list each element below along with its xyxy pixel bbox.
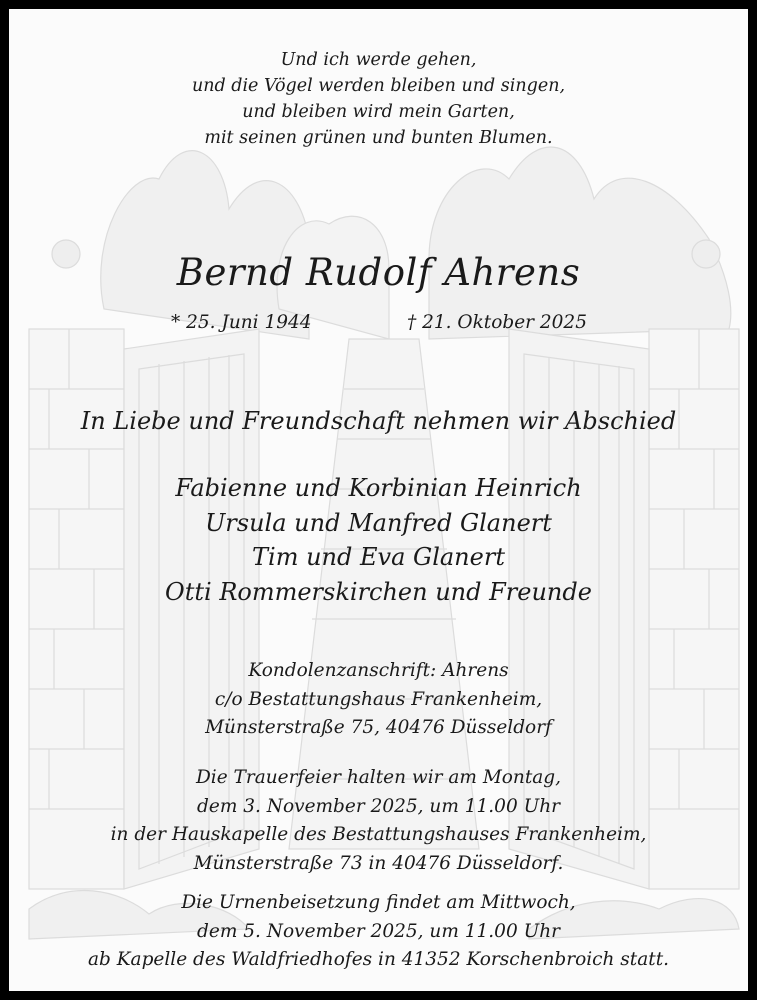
mourner-entry: Fabienne und Korbinian Heinrich — [175, 474, 582, 502]
mourners-list — [9, 471, 748, 609]
address-line: c/o Bestattungshaus Frankenheim, — [214, 688, 543, 710]
urn-burial-info — [9, 889, 748, 975]
mourner-entry: Otti Rommerskirchen und Freunde — [165, 577, 592, 606]
obituary-content — [9, 9, 748, 991]
poem-verse — [9, 47, 748, 151]
funeral-line: Die Trauerfeier halten wir am Montag, — [195, 767, 562, 788]
funeral-service-info — [9, 764, 748, 878]
birth-date: * 25. Juni 1944 — [171, 312, 312, 333]
verse-line: Und ich werde gehen, — [280, 50, 477, 70]
funeral-line: Münsterstraße 73 in 40476 Düsseldorf. — [193, 852, 564, 874]
burial-line: Die Urnenbeisetzung findet am Mittwoch, — [181, 892, 576, 913]
verse-line: mit seinen grünen und bunten Blumen. — [204, 128, 553, 148]
burial-line: ab Kapelle des Waldfriedhofes in 41352 Korschenbroich statt. — [87, 949, 670, 970]
mourner-entry: Tim und Eva Glanert — [252, 543, 505, 571]
death-date: † 21. Oktober 2025 — [407, 312, 587, 333]
funeral-line: dem 3. November 2025, um 11.00 Uhr — [197, 795, 560, 817]
burial-line: dem 5. November 2025, um 11.00 Uhr — [197, 920, 560, 942]
funeral-line: in der Hauskapelle des Bestattungshauses Frankenheim, — [110, 824, 647, 845]
address-line: Kondolenzanschrift: Ahrens — [248, 660, 509, 681]
address-line: Münsterstraße 75, 40476 Düsseldorf — [205, 717, 552, 738]
condolence-address — [9, 657, 748, 743]
mourner-entry: Ursula und Manfred Glanert — [205, 508, 552, 537]
farewell-statement: In Liebe und Freundschaft nehmen wir Abschied — [80, 407, 677, 435]
verse-line: und die Vögel werden bleiben und singen, — [191, 76, 566, 96]
verse-line: und bleiben wird mein Garten, — [242, 102, 515, 122]
deceased-name: Bernd Rudolf Ahrens — [176, 251, 581, 294]
